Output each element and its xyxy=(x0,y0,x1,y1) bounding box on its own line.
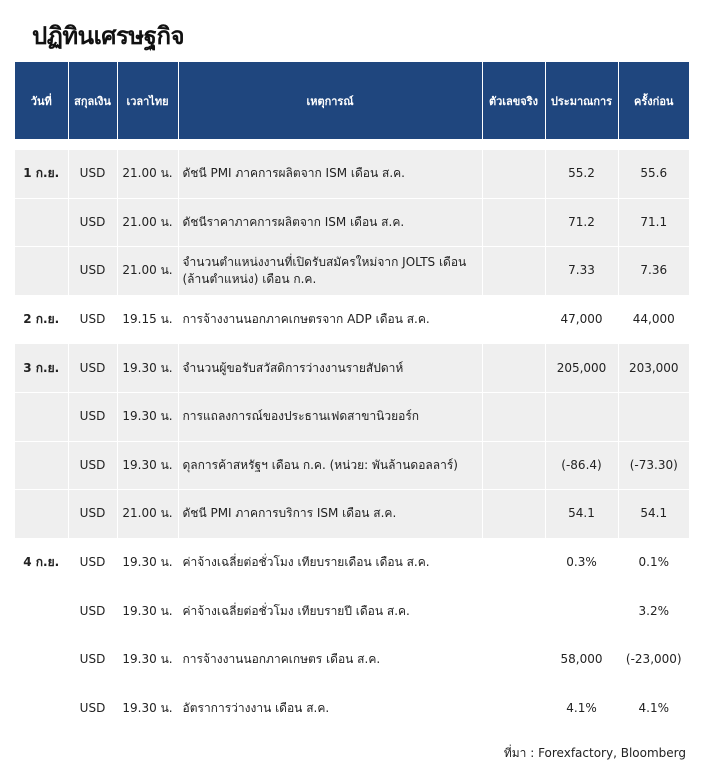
cell-date xyxy=(15,587,68,636)
cell-forecast: 58,000 xyxy=(545,635,618,684)
cell-forecast: 71.2 xyxy=(545,198,618,247)
cell-previous: 203,000 xyxy=(618,344,689,393)
cell-date xyxy=(15,684,68,733)
cell-event: อัตราการว่างงาน เดือน ส.ค. xyxy=(178,684,482,733)
table-row xyxy=(15,295,689,344)
cell-date xyxy=(15,247,68,296)
cell-actual xyxy=(482,441,545,490)
table-row xyxy=(15,587,689,636)
cell-event: จำนวนผู้ขอรับสวัสดิการว่างงานรายสัปดาห์ xyxy=(178,344,482,393)
cell-currency: USD xyxy=(68,344,117,393)
cell-forecast: 205,000 xyxy=(545,344,618,393)
cell-event: ค่าจ้างเฉลี่ยต่อชั่วโมง เทียบรายเดือน เดือน ส.ค. xyxy=(178,538,482,587)
cell-time: 19.30 น. xyxy=(117,344,178,393)
cell-event: ดุลการค้าสหรัฐฯ เดือน ก.ค. (หน่วย: พันล้านดอลลาร์) xyxy=(178,441,482,490)
cell-time: 19.15 น. xyxy=(117,295,178,344)
header-currency: สกุลเงิน xyxy=(68,62,117,139)
source-note: ที่มา : Forexfactory, Bloomberg xyxy=(503,746,686,760)
cell-currency: USD xyxy=(68,490,117,539)
cell-actual xyxy=(482,490,545,539)
cell-date: 2 ก.ย. xyxy=(15,295,68,344)
cell-forecast: 4.1% xyxy=(545,684,618,733)
cell-forecast: (-86.4) xyxy=(545,441,618,490)
cell-previous: (-73.30) xyxy=(618,441,689,490)
header-actual: ตัวเลขจริง xyxy=(482,62,545,139)
table-row xyxy=(15,441,689,490)
cell-time: 19.30 น. xyxy=(117,635,178,684)
cell-previous: 54.1 xyxy=(618,490,689,539)
cell-date xyxy=(15,198,68,247)
cell-previous xyxy=(618,392,689,441)
cell-currency: USD xyxy=(68,635,117,684)
table-row xyxy=(15,150,689,199)
cell-actual xyxy=(482,247,545,296)
cell-date xyxy=(15,490,68,539)
cell-actual xyxy=(482,295,545,344)
header-date: วันที่ xyxy=(15,62,68,139)
table-header-row xyxy=(15,62,689,139)
page-title: ปฏิทินเศรษฐกิจ xyxy=(32,22,185,50)
cell-time: 21.00 น. xyxy=(117,198,178,247)
cell-actual xyxy=(482,392,545,441)
cell-event: ดัชนี PMI ภาคการบริการ ISM เดือน ส.ค. xyxy=(178,490,482,539)
cell-currency: USD xyxy=(68,587,117,636)
cell-actual xyxy=(482,587,545,636)
cell-time: 19.30 น. xyxy=(117,587,178,636)
cell-previous: 7.36 xyxy=(618,247,689,296)
table-row xyxy=(15,635,689,684)
cell-date: 4 ก.ย. xyxy=(15,538,68,587)
cell-date xyxy=(15,392,68,441)
cell-currency: USD xyxy=(68,247,117,296)
spacer-row xyxy=(15,139,689,150)
header-event: เหตุการณ์ xyxy=(178,62,482,139)
cell-previous: 71.1 xyxy=(618,198,689,247)
table-row xyxy=(15,490,689,539)
cell-previous: 55.6 xyxy=(618,150,689,199)
cell-date xyxy=(15,635,68,684)
table-row xyxy=(15,247,689,296)
cell-currency: USD xyxy=(68,684,117,733)
cell-event: จำนวนตำแหน่งงานที่เปิดรับสมัครใหม่จาก JOLTS เดือน (ล้านตำแหน่ง) เดือน ก.ค. xyxy=(178,247,482,296)
table-row xyxy=(15,684,689,733)
table-row xyxy=(15,198,689,247)
cell-actual xyxy=(482,635,545,684)
cell-forecast xyxy=(545,587,618,636)
cell-actual xyxy=(482,684,545,733)
cell-date: 1 ก.ย. xyxy=(15,150,68,199)
header-forecast: ประมาณการ xyxy=(545,62,618,139)
cell-actual xyxy=(482,344,545,393)
cell-currency: USD xyxy=(68,392,117,441)
cell-forecast: 47,000 xyxy=(545,295,618,344)
cell-forecast: 55.2 xyxy=(545,150,618,199)
cell-event: การแถลงการณ์ของประธานเฟดสาขานิวยอร์ก xyxy=(178,392,482,441)
cell-forecast: 7.33 xyxy=(545,247,618,296)
cell-event: ดัชนี PMI ภาคการผลิตจาก ISM เดือน ส.ค. xyxy=(178,150,482,199)
cell-time: 19.30 น. xyxy=(117,538,178,587)
cell-time: 19.30 น. xyxy=(117,441,178,490)
cell-time: 19.30 น. xyxy=(117,684,178,733)
table-row xyxy=(15,344,689,393)
header-time: เวลาไทย xyxy=(117,62,178,139)
cell-date: 3 ก.ย. xyxy=(15,344,68,393)
cell-forecast: 0.3% xyxy=(545,538,618,587)
cell-previous: (-23,000) xyxy=(618,635,689,684)
cell-actual xyxy=(482,198,545,247)
cell-event: ค่าจ้างเฉลี่ยต่อชั่วโมง เทียบรายปี เดือน ส.ค. xyxy=(178,587,482,636)
cell-event: ดัชนีราคาภาคการผลิตจาก ISM เดือน ส.ค. xyxy=(178,198,482,247)
economic-calendar-table xyxy=(15,62,689,733)
cell-event: การจ้างงานนอกภาคเกษตร เดือน ส.ค. xyxy=(178,635,482,684)
cell-time: 21.00 น. xyxy=(117,490,178,539)
cell-currency: USD xyxy=(68,198,117,247)
cell-previous: 3.2% xyxy=(618,587,689,636)
table-row xyxy=(15,538,689,587)
cell-event: การจ้างงานนอกภาคเกษตรจาก ADP เดือน ส.ค. xyxy=(178,295,482,344)
cell-actual xyxy=(482,150,545,199)
cell-currency: USD xyxy=(68,150,117,199)
table-row xyxy=(15,392,689,441)
cell-previous: 44,000 xyxy=(618,295,689,344)
cell-date xyxy=(15,441,68,490)
cell-actual xyxy=(482,538,545,587)
cell-forecast xyxy=(545,392,618,441)
cell-previous: 0.1% xyxy=(618,538,689,587)
header-previous: ครั้งก่อน xyxy=(618,62,689,139)
cell-currency: USD xyxy=(68,441,117,490)
cell-currency: USD xyxy=(68,295,117,344)
cell-currency: USD xyxy=(68,538,117,587)
cell-time: 19.30 น. xyxy=(117,392,178,441)
cell-time: 21.00 น. xyxy=(117,150,178,199)
cell-previous: 4.1% xyxy=(618,684,689,733)
cell-time: 21.00 น. xyxy=(117,247,178,296)
cell-forecast: 54.1 xyxy=(545,490,618,539)
